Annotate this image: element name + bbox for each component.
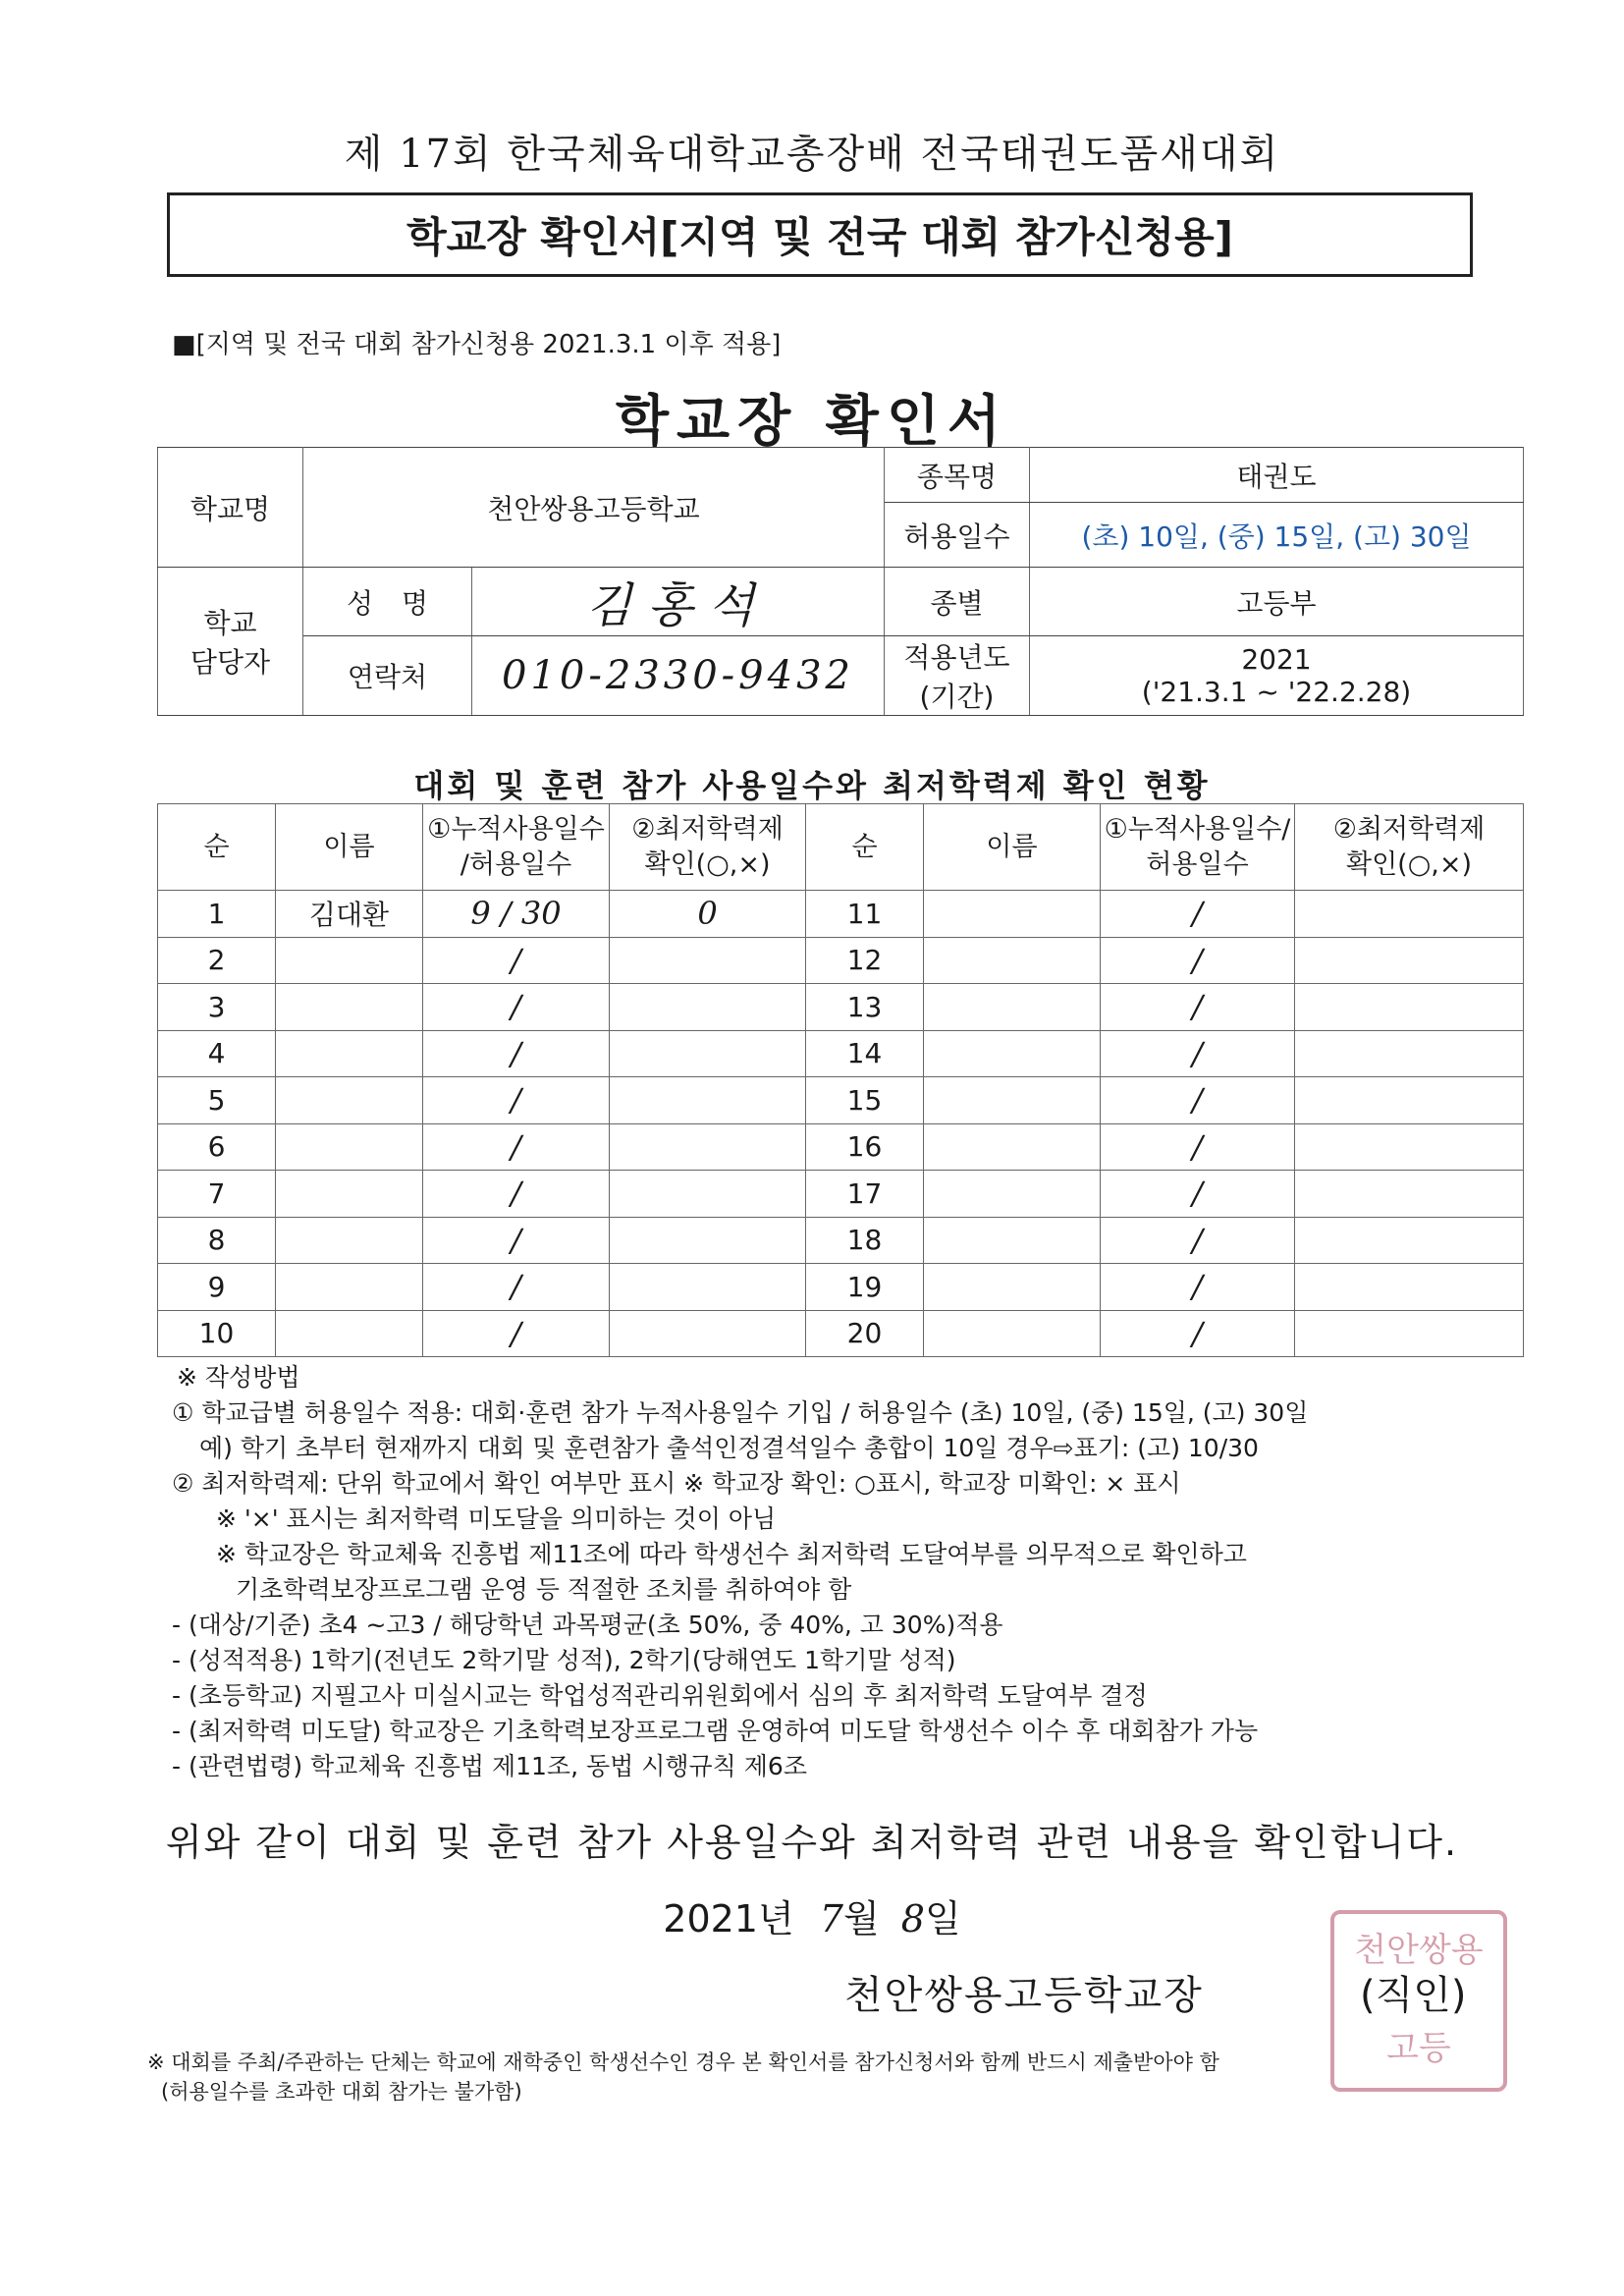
row-min-check-2 [1295,984,1524,1031]
col-min-2 [1295,804,1524,891]
period-range: ('21.3.1 ~ '22.2.28) [1141,676,1412,708]
row-name [276,1123,423,1171]
category-value: 고등부 [1030,568,1524,636]
row-name-2 [924,1310,1101,1357]
row-number-2: 12 [806,937,924,984]
date-year: 2021년 [663,1897,794,1941]
manager-label-line1: 학교 [203,607,257,639]
row-min-check-2 [1295,1030,1524,1077]
row-days: / [423,1030,610,1077]
row-name-2 [924,1030,1101,1077]
row-days: / [423,1310,610,1357]
row-number: 6 [158,1123,276,1171]
row-days-2: / [1101,1310,1295,1357]
col-no: 순 [158,804,276,891]
row-number-2: 20 [806,1310,924,1357]
row-name-2 [924,1217,1101,1264]
col-no-2: 순 [806,804,924,891]
row-number-2: 13 [806,984,924,1031]
notes [172,1360,1308,1784]
row-name-2 [924,1264,1101,1311]
note-grades: - (성적적용) 1학기(전년도 2학기말 성적), 2학기(당해연도 1학기말 성적) [172,1646,956,1674]
confirm-statement: 위와 같이 대회 및 훈련 참가 사용일수와 최저학력 관련 내용을 확인합니다. [165,1821,1459,1864]
row-min-check-2 [1295,1123,1524,1171]
school-name-label: 학교명 [158,448,303,568]
col-min-2-line1: ②최저학력제 [1332,813,1486,845]
table-row [158,1077,1524,1124]
date-month-unit: 월 [842,1897,880,1941]
row-min-check [610,984,806,1031]
row-name [276,984,423,1031]
table-row [158,937,1524,984]
usage-rows [158,891,1524,1357]
row-days-2: / [1101,1123,1295,1171]
row-days-2: / [1101,1171,1295,1218]
col-min-line1: ②최저학력제 [631,813,784,845]
row-name [276,1310,423,1357]
note-2-b-cont: 기초학력보장프로그램 운영 등 적절한 조치를 취하여야 함 [236,1575,852,1604]
row-name-2 [924,891,1101,938]
row-min-check-2 [1295,1171,1524,1218]
row-days: 9 / 30 [423,891,610,938]
footer-line1: ※ 대회를 주최/주관하는 단체는 학교에 재학중인 학생선수인 경우 본 확인서를 참가신청서와 함께 반드시 제출받아야 함 [147,2050,1219,2074]
sport-value: 태권도 [1030,448,1524,503]
row-min-check [610,1171,806,1218]
row-days-2: / [1101,1077,1295,1124]
period-year: 2021 [1241,643,1312,676]
date-month: 7 [819,1897,843,1941]
row-days-2: / [1101,1217,1295,1264]
row-days: / [423,1123,610,1171]
row-name-2 [924,984,1101,1031]
note-heading: ※ 작성방법 [177,1363,300,1392]
note-2: ② 최저학력제: 단위 학교에서 확인 여부만 표시 ※ 학교장 확인: ○표시, 학교장 미확인: × 표시 [172,1469,1181,1498]
col-days-2 [1101,804,1295,891]
row-number: 7 [158,1171,276,1218]
form-title: 학교장 확인서[지역 및 전국 대회 참가신청용] [406,213,1233,261]
table-row [158,984,1524,1031]
table-row [158,891,1524,938]
row-min-check [610,1077,806,1124]
col-days-2-line2: 허용일수 [1146,848,1249,880]
notice-line: ■[지역 및 전국 대회 참가신청용 2021.3.1 이후 적용] [172,330,782,359]
table-row [158,1310,1524,1357]
period-label [885,636,1030,716]
usage-table [157,803,1524,1357]
table-row [158,1264,1524,1311]
col-min-line2: 확인(○,×) [644,848,771,880]
contact-label: 연락처 [303,636,472,716]
table-row [158,1171,1524,1218]
row-days-2: / [1101,891,1295,938]
category-label: 종별 [885,568,1030,636]
row-name [276,1077,423,1124]
allowed-days-value: (초) 10일, (중) 15일, (고) 30일 [1030,503,1524,568]
seal-placeholder: (직인) [1360,1973,1467,2018]
seal-text-bottom: 고등 [1386,2029,1451,2068]
school-name-value: 천안쌍용고등학교 [303,448,885,568]
row-number-2: 18 [806,1217,924,1264]
col-days-2-line1: ①누적사용일수/ [1104,813,1291,845]
document-title: 학교장 확인서 [615,390,1009,454]
row-days-2: / [1101,984,1295,1031]
note-criteria: - (대상/기준) 초4 ~고3 / 해당학년 과목평균(초 50%, 중 40%, 고 30%)적용 [172,1611,1003,1639]
principal-title: 천안쌍용고등학교장 [844,1973,1204,2018]
row-name [276,1030,423,1077]
row-min-check [610,1030,806,1077]
row-days: / [423,1217,610,1264]
school-info-table [157,447,1524,716]
row-number-2: 14 [806,1030,924,1077]
footer-note [147,2048,1219,2106]
row-min-check-2 [1295,1310,1524,1357]
row-min-check [610,937,806,984]
row-days: / [423,1171,610,1218]
note-elementary: - (초등학교) 지필고사 미실시교는 학업성적관리위원회에서 심의 후 최저학력 도달여부 결정 [172,1681,1148,1710]
row-min-check-2 [1295,1264,1524,1311]
row-number-2: 16 [806,1123,924,1171]
row-number: 4 [158,1030,276,1077]
contact-value: 010-2330-9432 [472,636,885,716]
row-min-check [610,1264,806,1311]
note-law: - (관련법령) 학교체육 진흥법 제11조, 동법 시행규칙 제6조 [172,1752,807,1780]
row-min-check-2 [1295,1217,1524,1264]
note-2-a: ※ '×' 표시는 최저학력 미도달을 의미하는 것이 아님 [216,1504,777,1533]
col-days [423,804,610,891]
manager-label-line2: 담당자 [189,646,271,679]
col-min-2-line2: 확인(○,×) [1346,848,1472,880]
row-number: 5 [158,1077,276,1124]
section-title: 대회 및 훈련 참가 사용일수와 최저학력제 확인 현황 [413,767,1211,804]
row-min-check [610,1217,806,1264]
row-min-check-2 [1295,937,1524,984]
row-days-2: / [1101,1264,1295,1311]
date-day: 8 [900,1897,925,1941]
row-min-check-2 [1295,891,1524,938]
period-label-line1: 적용년도 [903,641,1010,674]
row-number: 1 [158,891,276,938]
sport-label: 종목명 [885,448,1030,503]
row-name [276,1171,423,1218]
row-min-check [610,1123,806,1171]
row-number: 2 [158,937,276,984]
row-days-2: / [1101,937,1295,984]
col-days-line2: /허용일수 [460,848,572,880]
row-name: 김대환 [276,891,423,938]
col-name: 이름 [276,804,423,891]
seal-text-top: 천안쌍용 [1354,1931,1484,1970]
row-min-check [610,1310,806,1357]
person-name-value: 김홍석 [472,568,885,636]
row-days: / [423,1077,610,1124]
manager-label [158,568,303,716]
row-name-2 [924,1123,1101,1171]
note-1-example: 예) 학기 초부터 현재까지 대회 및 훈련참가 출석인정결석일수 총합이 10일 경우⇨표기: (고) 10/30 [199,1434,1259,1462]
allowed-days-label: 허용일수 [885,503,1030,568]
period-label-line2: (기간) [919,681,995,713]
row-name-2 [924,937,1101,984]
row-number: 9 [158,1264,276,1311]
footer-line2: (허용일수를 초과한 대회 참가는 불가함) [161,2080,522,2104]
row-name [276,1264,423,1311]
row-number: 8 [158,1217,276,1264]
row-name [276,1217,423,1264]
note-2-b: ※ 학교장은 학교체육 진흥법 제11조에 따라 학생선수 최저학력 도달여부를 의무적으로 확인하고 [216,1540,1247,1568]
row-days: / [423,937,610,984]
row-number-2: 11 [806,891,924,938]
period-value [1030,636,1524,716]
row-days-2: / [1101,1030,1295,1077]
row-name-2 [924,1171,1101,1218]
note-1: ① 학교급별 허용일수 적용: 대회·훈련 참가 누적사용일수 기입 / 허용일수 (초) 10일, (중) 15일, (고) 30일 [172,1398,1309,1427]
row-number: 10 [158,1310,276,1357]
col-min [610,804,806,891]
row-number-2: 17 [806,1171,924,1218]
date-day-unit: 일 [924,1897,961,1941]
table-row [158,1123,1524,1171]
col-name-2: 이름 [924,804,1101,891]
row-number-2: 15 [806,1077,924,1124]
note-unmet: - (최저학력 미도달) 학교장은 기초학력보장프로그램 운영하여 미도달 학생선수 이수 후 대회참가 가능 [172,1717,1259,1745]
col-days-line1: ①누적사용일수 [427,813,605,845]
row-days: / [423,984,610,1031]
row-min-check: 0 [610,891,806,938]
row-name [276,937,423,984]
table-row [158,1217,1524,1264]
row-number: 3 [158,984,276,1031]
person-name-label: 성 명 [303,568,472,636]
event-title: 제 17회 한국체육대학교총장배 전국태권도품새대회 [344,132,1280,177]
table-row [158,1030,1524,1077]
row-min-check-2 [1295,1077,1524,1124]
form-title-box [167,192,1473,277]
row-days: / [423,1264,610,1311]
row-name-2 [924,1077,1101,1124]
row-number-2: 19 [806,1264,924,1311]
